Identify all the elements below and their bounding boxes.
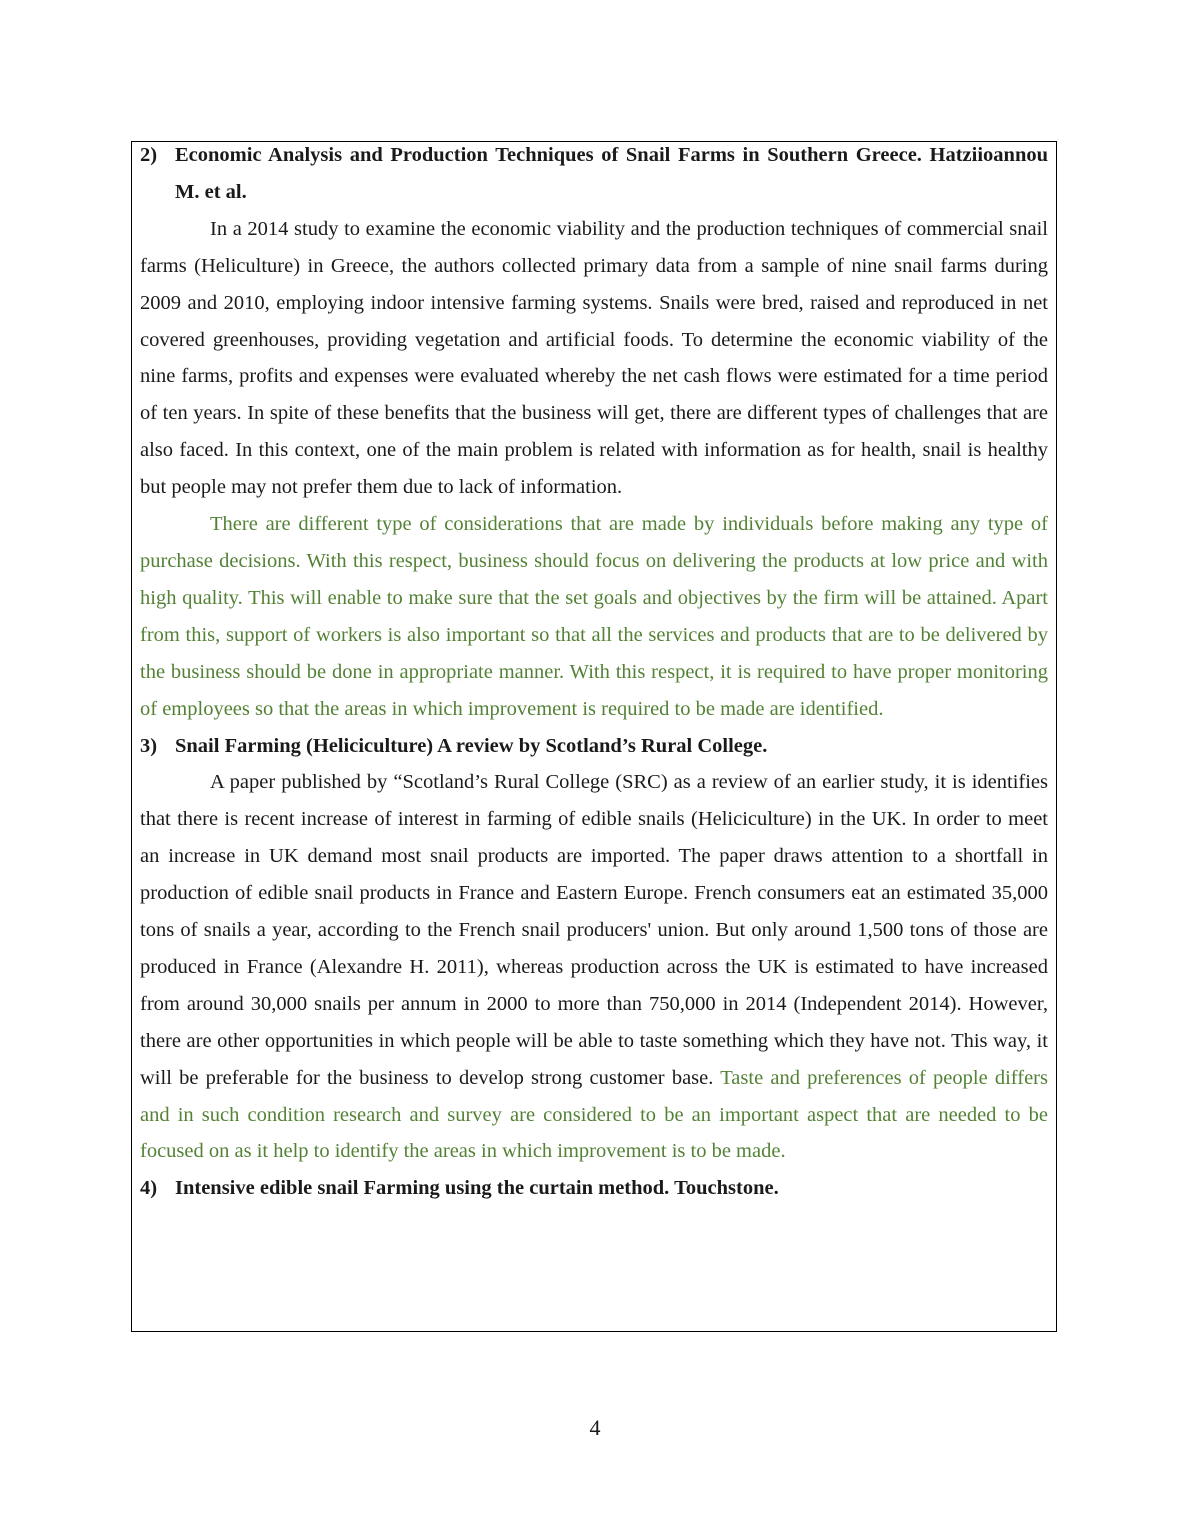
section-3-paragraph-black: A paper published by “Scotland’s Rural College (SRC) as a review of an earlier study, it is identifies that there is recent increase of interest in farming of edible snails (Heliciculture) in the UK. In order to meet an increase in UK demand most snail products are imported. The paper draws attention to a shortfall in production of edible snail products in France and Eastern Europe. French consumers eat an estimated 35,000 tons of snails a year, according to the French snail producers' union. But only around 1,500 tons of those are produced in France (Alexandre H. 2011), whereas production across the UK is estimated to have increased from around 30,000 snails per annum in 2000 to more than 750,000 in 2014 (Independent 2014). However, there are other opportunities in which people will be able to taste something which they have not. This way, it will be preferable for the business to develop strong customer base.	[140, 771, 1048, 1089]
section-2-title: Economic Analysis and Production Techniques of Snail Farms in Southern Greece. Hatziioannou M. et al.	[175, 144, 1048, 203]
section-2-number: 2)	[140, 144, 158, 166]
section-4-title: Intensive edible snail Farming using the curtain method. Touchstone.	[175, 1177, 779, 1200]
section-3-paragraph	[140, 764, 1048, 1170]
section-3-heading	[140, 728, 1048, 765]
section-2-paragraph-1: In a 2014 study to examine the economic viability and the production techniques of commercial snail farms (Heliculture) in Greece, the authors collected primary data from a sample of nine snail farms during 2009 and 2010, employing indoor intensive farming systems. Snails were bred, raised and reproduced in net covered greenhouses, providing vegetation and artificial foods. To determine the economic viability of the nine farms, profits and expenses were evaluated whereby the net cash flows were estimated for a time period of ten years. In spite of these benefits that the business will get, there are different types of challenges that are also faced. In this context, one of the main problem is related with information as for health, snail is healthy but people may not prefer them due to lack of information.	[140, 217, 1048, 499]
section-3-number: 3)	[140, 734, 158, 757]
section-2-paragraph-2: There are different type of considerations that are made by individuals before making any type of purchase decisions. With this respect, business should focus on delivering the products at low price and with high quality. This will enable to make sure that the set goals and objectives by the firm will be attained. Apart from this, support of workers is also important so that all the services and products that are to be delivered by the business should be done in appropriate manner. With this respect, it is required to have proper monitoring of employees so that the areas in which improvement is required to be made are identified.	[140, 513, 1048, 720]
page-number: 4	[589, 1415, 601, 1440]
section-4-number: 4)	[140, 1177, 158, 1200]
document-body	[140, 137, 1048, 1207]
section-4-heading	[140, 1170, 1048, 1207]
section-3-paragraph-green: Taste and preferences of people differs and in such condition research and survey are considered to be an important aspect that are needed to be focused on as it help to identify the areas in which improvement is to be made.	[140, 1066, 1048, 1163]
section-3-title: Snail Farming (Heliciculture) A review by Scotland’s Rural College.	[175, 734, 768, 757]
section-2-heading	[140, 137, 1048, 211]
